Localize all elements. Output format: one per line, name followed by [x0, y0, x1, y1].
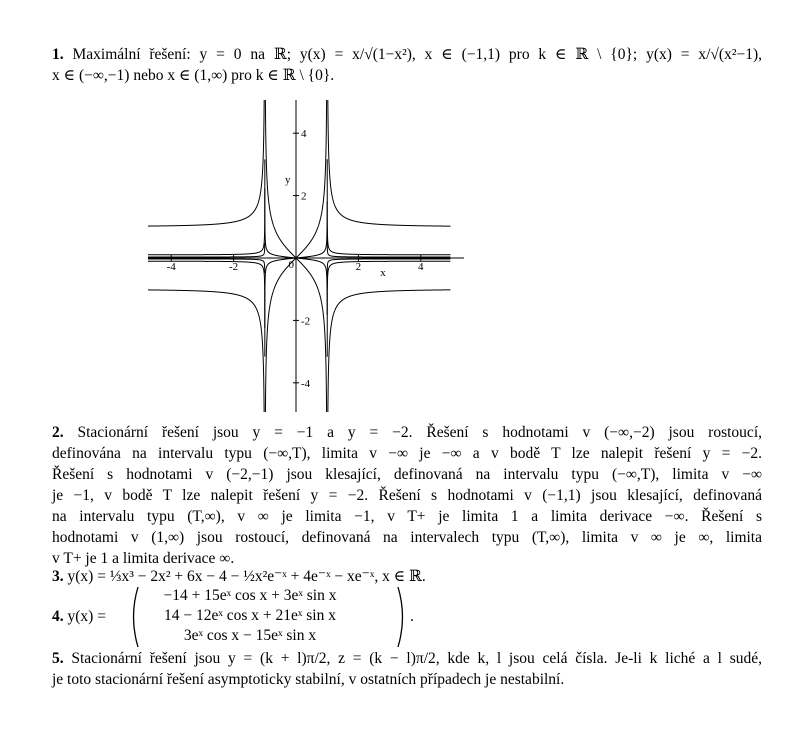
y-tick-label: -4: [301, 377, 311, 390]
answer-2-line-2: definována na intervalu typu (−∞,T), limita v −∞ je −∞ a v bodě T lze nalepit řešení y = −2.: [52, 445, 762, 462]
solution-curve: [328, 290, 451, 412]
answer-2-line-1: Stacionární řešení jsou y = −1 a y = −2. Řešení s hodnotami v (−∞,−2) jsou rostoucí,: [77, 424, 762, 441]
answer-5-number: 5.: [52, 650, 64, 667]
solution-curve: [327, 228, 450, 257]
matrix-right-paren: [396, 586, 408, 648]
solution-curve: [327, 261, 450, 357]
x-tick-label: 0: [288, 259, 294, 271]
x-tick-label: 2: [355, 261, 362, 273]
answer-2-line-7: v T+ je 1 a limita derivace ∞.: [52, 550, 235, 567]
x-tick-label: -4: [166, 261, 176, 273]
solution-curves-plot: [148, 100, 464, 412]
plot-axes: [148, 100, 464, 412]
answer-4-lhs: y(x) =: [67, 608, 106, 625]
matrix-left-paren: [128, 586, 140, 648]
solution-curve: [328, 100, 451, 226]
answer-3-formula: y(x) = ⅓x³ − 2x² + 6x − 4 − ½x²e⁻ˣ + 4e⁻ˣ − xe⁻ˣ, x ∈ ℝ.: [67, 568, 426, 585]
plot-curves: [148, 100, 450, 412]
y-tick-label: 2: [301, 190, 307, 203]
answer-1-number: 1.: [52, 46, 64, 63]
solution-curve: [148, 261, 265, 328]
matrix-row-3: 3eˣ cos x − 15eˣ sin x: [183, 627, 317, 644]
solution-curve: [327, 259, 450, 288]
answer-2-number: 2.: [52, 424, 64, 441]
x-tick-label: -2: [229, 261, 239, 273]
solution-curve: [148, 290, 264, 412]
x-tick-label: 4: [418, 261, 424, 273]
answer-5-line-1: Stacionární řešení jsou y = (k + l)π/2, z = (k − l)π/2, kde k, l jsou celá čísla. Je-li k liché a l sudé,: [71, 650, 762, 667]
answer-2-line-4: je −1, v bodě T lze nalepit řešení y = −2. Řešení s hodnotami v (−1,1) jsou klesající, definovaná: [52, 487, 762, 504]
answer-3-number: 3.: [52, 568, 64, 585]
x-axis-label: x: [380, 267, 386, 279]
solution-curve: [327, 159, 450, 255]
answer-4-end: .: [410, 608, 414, 625]
answer-2-line-5: na intervalu typu (T,∞), v ∞ je limita −1, v T+ je limita 1 a limita derivace −∞. Řešení s: [52, 508, 762, 525]
solution-curve: [148, 188, 265, 255]
answer-5-line-2: je toto stacionární řešení asymptoticky stabilní, v ostatních případech je nestabilní.: [52, 671, 565, 688]
answer-2-line-3: Řešení s hodnotami v (−2,−1) jsou klesající, definovaná na intervalu typu (−∞,T), limita v −∞: [52, 466, 762, 483]
matrix-row-2: 14 − 12eˣ cos x + 21eˣ sin x: [164, 607, 336, 624]
answer-1-line-2: x ∈ (−∞,−1) nebo x ∈ (1,∞) pro k ∈ ℝ \ {0}.: [52, 67, 335, 84]
solution-curve: [148, 100, 264, 226]
y-tick-label: -2: [301, 315, 311, 328]
y-tick-label: 4: [301, 128, 307, 141]
answer-3: [52, 566, 762, 587]
y-axis-label: y: [285, 174, 291, 187]
answer-2: [52, 422, 762, 569]
answer-5: [52, 648, 762, 690]
answer-1: [52, 44, 762, 86]
answer-1-line-1: Maximální řešení: y = 0 na ℝ; y(x) = x/√(1−x²), x ∈ (−1,1) pro k ∈ ℝ \ {0}; y(x) = x/√(x²−1),: [72, 46, 762, 63]
matrix-rows: [140, 586, 360, 646]
answer-2-line-6: hodnotami v (1,∞) jsou rostoucí, definovaná na intervalech typu (T,∞), limita v ∞ je ∞, limita: [52, 529, 762, 546]
matrix-row-1: −14 + 15eˣ cos x + 3eˣ sin x: [163, 587, 337, 604]
answer-4-number: 4.: [52, 608, 64, 625]
